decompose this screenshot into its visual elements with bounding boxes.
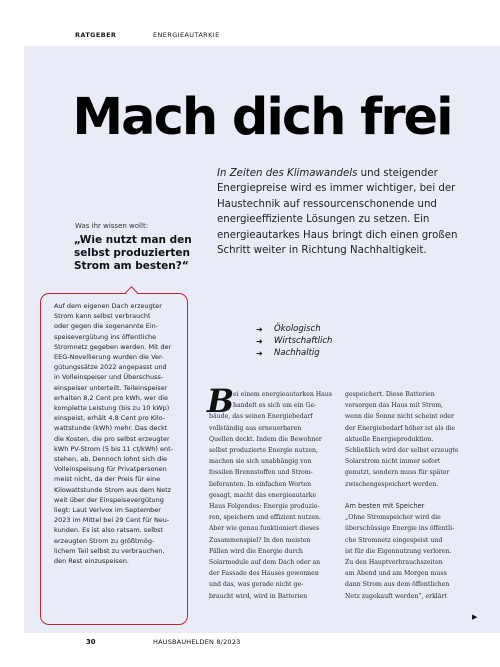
- text-line: vollständig aus erneuerbaren: [209, 424, 302, 432]
- continue-arrow-icon: ▶: [472, 613, 478, 621]
- arrow-right-icon: ➜: [256, 348, 263, 358]
- text-line: Zusammenspiel? In den meisten: [209, 536, 311, 544]
- bullet-label: Wirtschaftlich: [274, 336, 333, 346]
- text-line: wenn die Sonne nicht scheint oder: [345, 413, 454, 421]
- info-line: kunden. Es ist also ratsam, selbst: [54, 526, 164, 535]
- drop-cap: B: [207, 382, 235, 420]
- text-line: aktuelle Energieproduktion.: [345, 435, 434, 443]
- bullet-label: Ökologisch: [274, 324, 321, 334]
- info-line: Kilowattstunde Strom aus dem Netz: [54, 485, 172, 494]
- bullet-label: Nachhaltig: [274, 348, 320, 358]
- bullet-list: [256, 323, 332, 359]
- text-line: handelt es sich um ein Ge-: [233, 402, 317, 410]
- info-line: erhalten 8,2 Cent pro kWh, wer die: [54, 393, 169, 402]
- info-line: liegt: Laut Verivox im September: [54, 506, 161, 515]
- page-number: 30: [86, 638, 96, 646]
- info-line: Volleinspeisung für Privatpersonen: [54, 465, 167, 474]
- info-line: komplette Leistung (bis zu 10 kWp): [54, 404, 170, 413]
- text-line: che Stromnetz eingespeist und: [345, 536, 443, 544]
- text-line: überschüssige Energie ins öffentli-: [345, 525, 455, 533]
- teaser-lead: In Zeiten des Klimawandels: [217, 168, 358, 179]
- info-line: gütungssätze 2022 angepasst und: [54, 363, 167, 372]
- arrow-right-icon: ➜: [256, 336, 263, 346]
- text-line: Haus Folgendes: Energie produzie-: [209, 503, 320, 511]
- text-line: versorgen das Haus mit Strom,: [345, 402, 444, 410]
- info-line: den Rest einzuspeisen.: [54, 557, 129, 566]
- info-line: Strom kann selbst verbraucht: [54, 312, 151, 321]
- text-line: gesagt, macht das energieautarke: [209, 491, 317, 499]
- article-column-1: [209, 389, 335, 602]
- text-line: Quellen deckt. Indem die Bewohner: [209, 435, 322, 443]
- magazine-issue: HAUSBAUHELDEN 8/2023: [153, 638, 241, 646]
- text-line: bäude, das seinen Energiebedarf: [209, 413, 313, 421]
- text-line: Schließlich wird der selbst erzeugte: [345, 447, 459, 455]
- subheading: Am besten mit Speicher: [345, 502, 425, 511]
- arrow-right-icon: ➜: [256, 324, 263, 334]
- info-line: EEG-Novellierung wurden die Ver-: [54, 353, 164, 362]
- info-box: [40, 293, 188, 625]
- text-line: „Ohne Stromspeicher wird die: [345, 514, 441, 522]
- info-line: 2023 im Mittel bei 29 Cent für Neu-: [54, 516, 170, 525]
- text-line: lieferanten. In einfachen Worten: [209, 480, 312, 488]
- text-line: Netz zugekauft werden“, erklärt: [345, 592, 447, 600]
- info-line: kWh PV-Strom (5 bis 11 ct/kWh) ent-: [54, 444, 173, 453]
- text-line: Aber wie genau funktioniert dieses: [209, 525, 320, 533]
- text-line: der Energiebedarf höher ist als die: [345, 424, 456, 432]
- text-line: ist für die Eigennutzung verloren.: [345, 547, 452, 555]
- info-line: speisevergütung ins öffentliche: [54, 332, 157, 341]
- info-line: in Volleinspeiser und Überschuss-: [54, 373, 164, 382]
- info-line: Auf dem eigenen Dach erzeugter: [54, 302, 162, 310]
- text-line: Solarmodule auf dem Dach oder an: [209, 559, 321, 567]
- text-line: fossilen Brennstoffen und Strom-: [209, 469, 313, 477]
- text-line: zwischengespeichert werden.: [345, 480, 439, 488]
- info-line: die Kosten, die pro selbst erzeugter: [54, 434, 170, 443]
- bullet-item: [256, 335, 332, 347]
- info-line: erzeugten Strom zu größtmög-: [54, 536, 155, 545]
- question-title: „Wie nutzt man den selbst produzierten Strom am besten?“: [74, 234, 192, 272]
- info-box-text: [54, 301, 178, 566]
- text-line: Zu den Hauptverbrauchszeiten: [345, 559, 443, 567]
- bullet-item: [256, 347, 332, 359]
- text-line: der Fassade des Hauses gewonnen: [209, 570, 319, 578]
- info-line: wattstunde (kWh) mehr. Das deckt: [54, 424, 168, 433]
- text-line: ei einem energieautarken Haus: [233, 391, 333, 398]
- bullet-item: [256, 323, 332, 335]
- text-line: selbst produzierte Energie nutzen,: [209, 447, 318, 455]
- text-line: braucht wird, wird in Batterien: [209, 592, 308, 600]
- info-line: Stromnetz gegeben werden. Mit der: [54, 342, 172, 351]
- text-line: am Abend und am Morgen muss: [345, 570, 447, 578]
- rubric-label: RATGEBER: [75, 31, 117, 39]
- info-line: weit über der Einspeisevergütung: [54, 495, 164, 504]
- headline: Mach dich frei: [72, 88, 452, 147]
- info-line: oder gegen die sogenannte Ein-: [54, 322, 159, 331]
- info-line: lichem Teil selbst zu verbrauchen,: [54, 546, 165, 555]
- text-line: ren, speichern und effizient nutzen.: [209, 514, 321, 522]
- text-line: [345, 490, 475, 501]
- text-line: dann Strom aus dem öffentlichen: [345, 581, 450, 589]
- text-line: Solarstrom nicht immer sofort: [345, 458, 441, 466]
- text-line: Fällen wird die Energie durch: [209, 547, 303, 555]
- info-line: stehen, ab. Dennoch lohnt sich die: [54, 455, 168, 464]
- text-line: und das, was gerade nicht ge-: [209, 581, 304, 589]
- info-line: einspeiser unterteilt. Teileinspeiser: [54, 383, 168, 392]
- text-line: genutzt, sondern muss für später: [345, 469, 450, 477]
- teaser-rest: und steigender Energiepreise wird es immer wichtiger, bei der Haustechnik auf ressourcenschonende und energieeffiziente Lösungen zu setzen. Ein energieautarkes Haus bringt dich einen großen Schritt weiter in Richtung Nachhaltigkeit.: [217, 168, 458, 257]
- article-column-2: [345, 389, 475, 602]
- topic-label: ENERGIEAUTARKIE: [153, 31, 220, 39]
- info-line: einspeist, erhält 4,8 Cent pro Kilo-: [54, 414, 166, 423]
- info-line: meist nicht, da der Preis für eine: [54, 475, 161, 484]
- text-line: gespeichert. Diese Batterien: [345, 391, 435, 398]
- teaser-text: [217, 166, 475, 258]
- question-label: Was ihr wissen wollt:: [75, 222, 149, 230]
- text-line: machen sie sich unabhängig von: [209, 458, 312, 466]
- page-header: [0, 0, 500, 46]
